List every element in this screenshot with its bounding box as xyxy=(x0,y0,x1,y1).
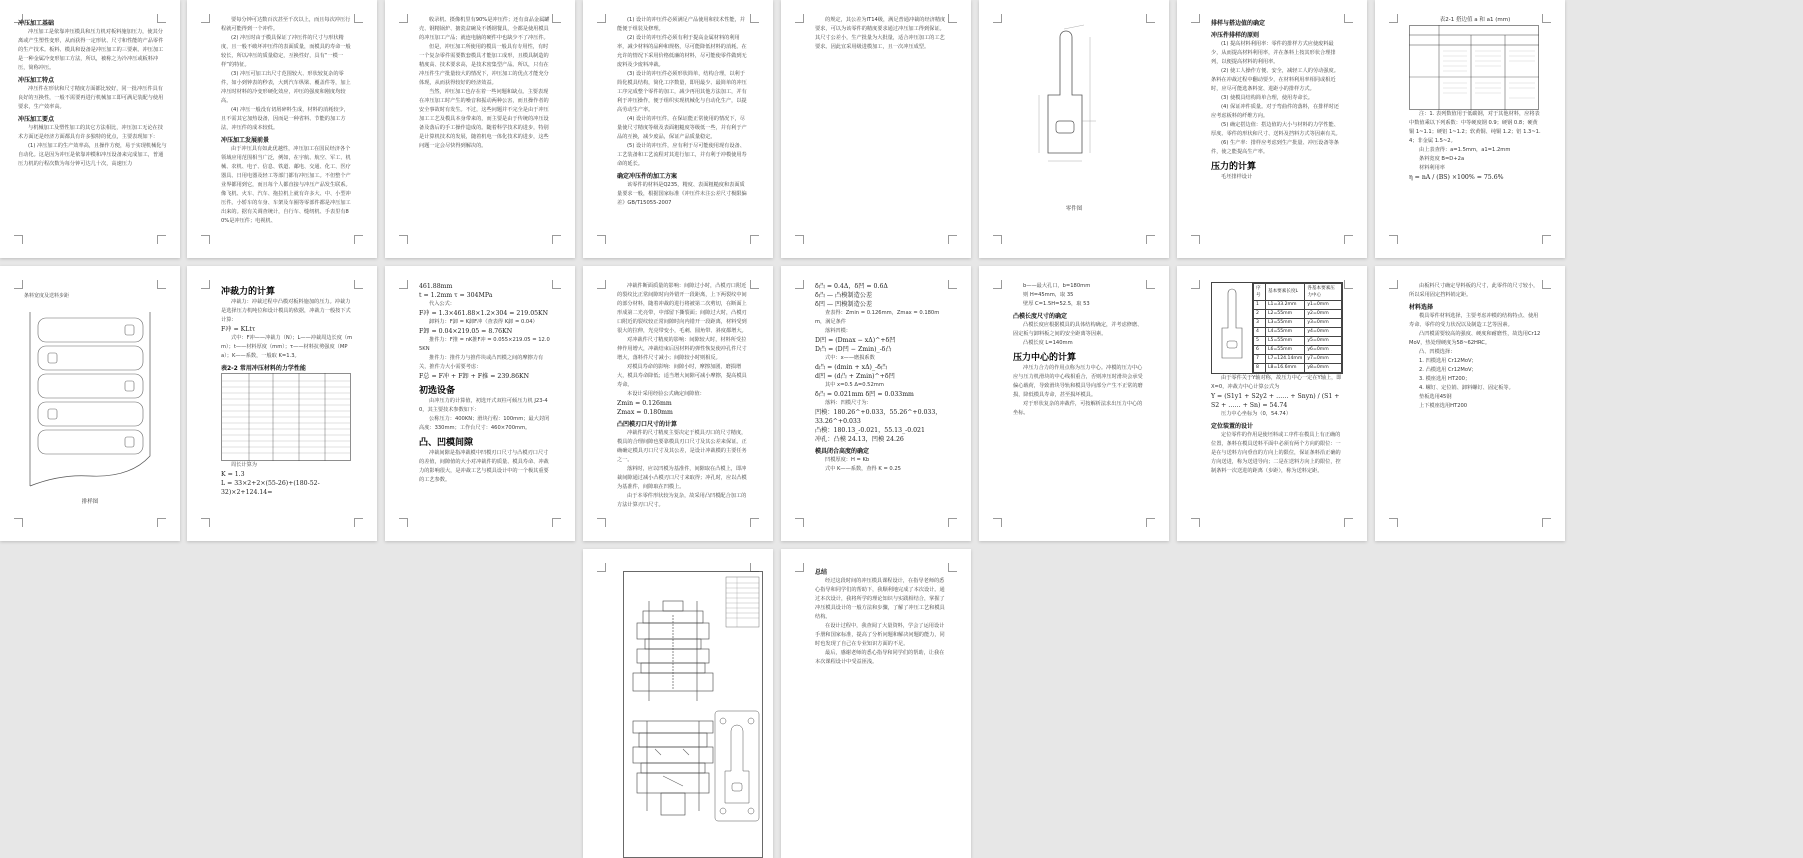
table-cell: y3=0mm xyxy=(1305,318,1342,327)
crop-mark xyxy=(552,280,561,289)
crop-mark xyxy=(993,235,1002,244)
paragraph: (4) 冲压一般没有切屑碎料生成，材料的消耗较少，且不需其它加热设备，因而是一种省料、节能的加工方法，冲压件的成本较低。 xyxy=(221,107,349,131)
crop-mark xyxy=(14,280,23,289)
paragraph: (3) 设计的冲压件必须形状简单，结构合理，以利于简化模具结构，简化工序数量，即用最少、最简单的冲压工序完成整个零件的加工，减少再用其他方法加工，并有利于冲压操作，便于组织实现机械化与自动化生产，以提高劳动生产率。 xyxy=(617,71,747,113)
paragraph: 推件力：推件力与推件块或凸凹模之间的摩擦力有关，推件力大小需要考虑： xyxy=(419,355,544,370)
crop-mark xyxy=(750,14,759,23)
table-row xyxy=(1254,309,1342,318)
crop-mark xyxy=(552,14,561,23)
paragraph: 定位零件的作用是使坯料或工序件在模具上有正确的位置，条料在模具送料平面中必须有两个方向的限位：一是在与送料方向垂直的方向上的限位，保证条料沿正确的方向送进，称为送进导向；二是在送料方向上的限位，控制条料一次送进的距离（步距），称为送料定距。 xyxy=(1211,432,1341,474)
crop-mark xyxy=(1344,235,1353,244)
paragraph: 材料利用率 xyxy=(1419,165,1445,171)
crop-mark xyxy=(399,14,408,23)
table-row xyxy=(1254,284,1342,301)
crop-mark xyxy=(1542,14,1551,23)
formula-line: δ凸 = 0.4Δ，δ凹 = 0.6Δ xyxy=(815,283,888,290)
page-text xyxy=(221,16,353,234)
paragraph: 凹模厚度：H = Kb xyxy=(825,457,870,463)
page-text xyxy=(1409,16,1541,234)
crop-mark xyxy=(201,518,210,527)
page-text xyxy=(419,282,551,517)
formula-line: δ凸 = 0.021mm δ凹 = 0.033mm xyxy=(815,391,914,398)
section-heading: 凸模长度尺寸的确定 xyxy=(1013,313,1068,320)
paragraph: 3. 模座选用 HT200； xyxy=(1419,376,1471,382)
paragraph: 落料：凹模尺寸为： xyxy=(825,400,872,406)
crop-mark xyxy=(1389,14,1398,23)
page-text xyxy=(419,16,551,234)
page-text xyxy=(1409,282,1541,517)
table-cell: 3 xyxy=(1254,318,1266,327)
table-cell: 7 xyxy=(1254,354,1266,363)
paragraph: 冲压力合力的作用点称为压力中心。冲模的压力中心应与压力机滑块的中心线相重合，否则冲压时滑块会承受偏心载荷，导致滑块导轨和模具导向部分产生不正常的磨损，降低模具寿命，甚至损坏模具。 xyxy=(1013,365,1143,398)
paragraph: 经过这段时间的冲压模具课程设计，在指导老师的悉心指导和同学们的帮助下，我顺利地完成了本次设计。通过本次设计，我将所学的理论知识与实践相结合，掌握了冲压模具设计的一般方法和步骤，了解了冲压工艺和模具结构。 xyxy=(815,578,945,620)
paragraph: 模具零件材料选择，主要考虑冲模的结构特点、使用寿命、零件的受力状况以及制造工艺等因素。 xyxy=(1409,313,1539,328)
section-heading: 冲压件排样的原则 xyxy=(1211,32,1260,39)
table-row xyxy=(1254,318,1342,327)
table-cell: y4=0mm xyxy=(1305,327,1342,336)
paragraph: 冲裁间隙是指冲裁模中凹模刃口尺寸与凸模刃口尺寸的差值，间隙值的大小对冲裁件的质量、模具寿命、冲裁力的影响很大，是冲裁工艺与模具设计中的一个极其重要的工艺参数。 xyxy=(419,450,549,483)
document-page-9[interactable] xyxy=(0,266,180,541)
crop-mark xyxy=(993,14,1002,23)
section-heading: 排样与搭边值的确定 xyxy=(1211,20,1266,27)
paragraph: 冲压件在形状和尺寸精度方面都比较好，同一批冲压件具有良好的互换性，一般不需要再进行机械加工即可满足装配与使用要求，生产效率高。 xyxy=(18,86,164,110)
paragraph: (1) 冲压加工的生产效率高，且操作方便，易于实现机械化与自动化。这是因为冲压是依靠冲模和冲压设备来完成加工，普通压力机的行程次数为每分钟可达几十次，高速压力 xyxy=(18,143,167,167)
document-page-15[interactable] xyxy=(1177,266,1367,541)
document-page-10[interactable] xyxy=(187,266,377,541)
paragraph: 对模具寿命的影响：间隙小时，摩擦加剧，磨损增大，模具寿命降低；适当增大间隙可减小摩擦，提高模具寿命。 xyxy=(617,364,747,388)
section-heading: 材料选择 xyxy=(1409,304,1434,311)
document-page-13[interactable] xyxy=(781,266,971,541)
paragraph: (3) 使模具结构简单合理，使用寿命长。 xyxy=(1221,95,1313,101)
formula-line: η = nA / (BS) ×100% = 75.6% xyxy=(1409,174,1504,181)
document-page-14[interactable] xyxy=(979,266,1169,541)
crop-mark xyxy=(201,14,210,23)
table-cell: 8 xyxy=(1254,363,1266,372)
crop-mark xyxy=(795,280,804,289)
page-text xyxy=(815,16,947,234)
crop-mark xyxy=(201,235,210,244)
formula-line: 461.88mm xyxy=(419,283,453,290)
crop-mark xyxy=(795,235,804,244)
formula-line: F总 = F冲 + F卸 + F推 = 239.86KN xyxy=(419,373,530,380)
formula-line: δ凹 — 凹模制造公差 xyxy=(815,301,873,308)
document-page-1[interactable] xyxy=(0,0,180,258)
formula-line: Y = (S1y1 + S2y2 + …… + Snyn) / (S1 + S2 + …… + Sn) = 54.74 xyxy=(1211,393,1340,409)
crop-mark xyxy=(750,280,759,289)
table-row xyxy=(1254,345,1342,354)
paragraph: 与机械加工及塑性加工的其它方法相比，冲压加工无论在技术方面还是经济方面都具有许多独特的优点，主要表现如下： xyxy=(18,125,163,140)
table-row xyxy=(1254,336,1342,345)
crop-mark xyxy=(1542,518,1551,527)
table-cell: 6 xyxy=(1254,345,1266,354)
material-properties-table xyxy=(221,373,353,461)
paragraph: 2. 凸模选用 Cr12MoV； xyxy=(1419,367,1477,373)
paragraph: 冲裁力：冲裁过程中凸模对板料施加的压力。冲裁力是选择压力机吨位和设计模具的依据，冲裁力一般按下式计算： xyxy=(221,299,351,323)
layout-note: 条料宽度及送料步距 xyxy=(24,293,70,299)
formula-line: K = 1.3 xyxy=(221,471,245,478)
crop-mark xyxy=(1542,235,1551,244)
paragraph: 该零件的材料是Q235，精度、表面粗糙度和表面质量要求一般，根据国家标准《冲压件未注公差尺寸极限偏差》GB/T15055-2007 xyxy=(617,182,747,206)
paragraph: (4) 保证冲件质量。对于弯曲件的落料，在排样时还应考虑板料的纤维方向。 xyxy=(1211,104,1339,119)
paragraph: 注：1. 表列数值用于低碳钢，对于其他材料，应将表中数值乘以下列系数：中等硬度钢 0.9；硬钢 0.8；硬黄铜 1~1.1；硬铝 1~1.2；软黄铜、纯铜 1.2；铝 1.3~1.4；非金属 1.5~2。 xyxy=(1409,111,1541,144)
crop-mark xyxy=(14,235,23,244)
crop-mark xyxy=(597,235,606,244)
section-heading: 冲压加工基础 xyxy=(18,20,55,27)
pressure-center-table xyxy=(1211,282,1343,374)
section-heading: 冲压加工特点 xyxy=(18,77,55,84)
crop-mark xyxy=(1344,14,1353,23)
page-text xyxy=(617,282,749,517)
crop-mark xyxy=(399,280,408,289)
table-cell: L7=124.14mm xyxy=(1265,354,1304,363)
crop-mark xyxy=(597,280,606,289)
formula-line: F卸 = 0.04×219.05 = 8.76KN xyxy=(419,328,513,335)
crop-mark xyxy=(399,518,408,527)
crop-mark xyxy=(1146,235,1155,244)
table-cell: y2=0mm xyxy=(1305,309,1342,318)
crop-mark xyxy=(1191,280,1200,289)
paragraph: 推件力：F推 = nK推F冲 = 0.055×219.05 = 12.05KN xyxy=(419,337,550,352)
paragraph: 条料宽度 B=D+2a xyxy=(1419,156,1465,162)
document-page-4[interactable] xyxy=(583,0,773,258)
crop-mark xyxy=(1389,280,1398,289)
paragraph: 当然，冲压加工也存在着一些问题和缺点。主要表现在冲压加工时产生的噪音和振动两种公害，而且操作者的安全事故时有发生。不过，这些问题并不完全是由于冲压加工工艺及模具本身带来的，而主要是由于传统的冲压设备及落后的手工操作造成的。随着科学技术的进步，特别是计算机技术的发展，随着机电一体化技术的进步，这些问题一定会尽快得到解决的。 xyxy=(419,89,549,149)
paragraph: (2) 设计的冲压件必须有利于提高金属材料的利用率，减少材料的品种和规格，尽可能降低材料的消耗。在允许的情况下采用价格低廉的材料，尽可能使零件做到无废料及少废料冲裁。 xyxy=(617,35,747,68)
paragraph: 由于本零件形状较为复杂，故采用凸凹模配合加工的方法计算刃口尺寸。 xyxy=(617,493,747,508)
crop-mark xyxy=(157,280,166,289)
crop-mark xyxy=(948,280,957,289)
crop-mark xyxy=(354,235,363,244)
page-text xyxy=(18,16,168,234)
section-heading: 冲压加工要点 xyxy=(18,116,55,123)
table-cell: y8=0mm xyxy=(1305,363,1342,372)
crop-mark xyxy=(1344,280,1353,289)
table-row xyxy=(1254,300,1342,309)
formula-line: 冲孔：凸模 24.13，凹模 24.26 xyxy=(815,436,904,443)
table-caption: 表2-1 搭边值 a 和 a1 (mm) xyxy=(1439,17,1511,23)
crop-mark xyxy=(354,280,363,289)
document-page-5[interactable] xyxy=(781,0,971,258)
paragraph: 落料时，应以凹模为基准件，间隙取在凸模上，即冲裁间隙通过减小凸模刃口尺寸来取得；冲孔时，应以凸模为基准件，间隙取在凹模上。 xyxy=(617,466,747,490)
document-page-7[interactable] xyxy=(1177,0,1367,258)
crop-mark xyxy=(597,518,606,527)
crop-mark xyxy=(157,518,166,527)
table-cell: 4 xyxy=(1254,327,1266,336)
page-text xyxy=(1211,16,1343,234)
paragraph: 对于形状复杂的冲裁件，可按解析法求出压力中心的坐标。 xyxy=(1013,401,1143,416)
paragraph: 冲裁件断面质量的影响：间隙过小时，凸模刃口附近的裂纹比正常间隙时向外错开一段距离，上下两裂纹中间的部分材料，随着冲裁的进行将被第二次剪切，在断面上形成第二光亮带，中部留下撕裂面；间隙过大时，凸模刃口附近的裂纹较正常间隙时向内错开一段距离，材料受到很大的拉伸，光亮带变小，毛刺、圆角带、斜度都增大。 xyxy=(617,283,747,334)
formula-line: 凹模：180.26^+0.033，55.26^+0.033，33.26^+0.033 xyxy=(815,409,942,425)
table-cell: y5=0mm xyxy=(1305,336,1342,345)
paragraph: 凸、凹模选择： xyxy=(1419,349,1456,355)
crop-mark xyxy=(993,518,1002,527)
paragraph: 周长计算为 xyxy=(231,462,257,468)
paragraph: 4. 螺钉、定位销、卸料螺钉、固定板等。 xyxy=(1419,385,1514,391)
section-heading: 确定冲压件的加工方案 xyxy=(617,173,678,180)
paragraph: 式中：x——磨损系数 xyxy=(825,355,875,361)
crop-mark xyxy=(552,235,561,244)
part-sketch xyxy=(1212,283,1253,373)
paragraph: 在设计过程中，我查阅了大量资料，学会了运用设计手册和国家标准，提高了分析问题和解决问题的能力，同时也发现了自己在专业知识方面的不足。 xyxy=(815,623,945,647)
part-drawing xyxy=(1034,25,1114,185)
document-page-6[interactable] xyxy=(979,0,1169,258)
formula-line: F冲 = 1.3×461.88×1.2×304 = 219.05KN xyxy=(419,310,549,317)
paragraph: 由于零件关于Y轴对称，故压力中心一定在Y轴上，即X=0，冲裁力中心计算公式为 xyxy=(1211,375,1342,390)
paragraph: 冲压加工是依靠冲压模具和压力机对板料施加压力，使其分离或产生塑性变形，从而获得一定形状、尺寸和性能的产品零件的生产技术。板料、模具和设备是冲压加工的三要素。冲压加工是一种金属冷变形加工方法，所以，被称之为冷冲压或板料冲压，简称冲压。 xyxy=(18,29,164,71)
crop-mark xyxy=(597,563,606,572)
paragraph: 查表得：Zmin = 0.126mm，Zmax = 0.180mm，满足条件 xyxy=(815,310,940,325)
table-cell: 2 xyxy=(1254,309,1266,318)
paragraph: 卸料力：F卸 = K卸F冲（查表得 K卸 = 0.04） xyxy=(429,319,538,325)
formula-line: F冲 = KLtτ xyxy=(221,326,256,333)
paragraph: 壁厚 C=1.5H=52.5，取 53 xyxy=(1023,301,1090,307)
crop-mark xyxy=(795,518,804,527)
table-cell: y1=0mm xyxy=(1305,300,1342,309)
crop-mark xyxy=(750,235,759,244)
section-heading: 定位装置的设计 xyxy=(1211,423,1254,430)
section-heading: 模具闭合高度的确定 xyxy=(815,448,870,455)
crop-mark xyxy=(399,235,408,244)
crop-mark xyxy=(1191,14,1200,23)
table-cell: y7=0mm xyxy=(1305,354,1342,363)
paragraph: (5) 设计的冲压件，应有利于尽可能使用现有设备、工艺装备和工艺流程对其进行加工，并有利于冲模使用寿命的延长。 xyxy=(617,143,747,167)
paragraph: 由于冲压具有如此优越性，冲压加工在国民经济各个领域应用范围相当广泛，例如，在宇航、航空、军工、机械、农机、电子、信息、铁道、邮电、交通、化工、医疗器具、日用电器及轻工等部门都有冲压加工。不但整个产业界都用到它，而且每个人都直接与冲压产品发生联系。像飞机、火车、汽车、拖拉机上就有许多大、中、小型冲压件。小轿车的车身、车架及车圈等零部件都是冲压加工出来的。据有关调查统计，自行车、缝纫机、手表里有80%是冲压件；电视机、 xyxy=(221,146,351,224)
crop-mark xyxy=(795,14,804,23)
section-heading: 压力的计算 xyxy=(1211,162,1257,172)
paragraph: 凸凹模需要较高的强度、硬度和耐磨性，故选用Cr12MoV，热处理硬度为58~62HRC。 xyxy=(1409,331,1541,346)
table-cell: L5=55mm xyxy=(1265,336,1304,345)
paragraph: 压力中心坐标为（0，54.74） xyxy=(1221,411,1292,417)
formula-line: 凸模：180.13_-0.021，55.13_-0.021 xyxy=(815,427,925,434)
section-heading: 总结 xyxy=(815,569,828,576)
crop-mark xyxy=(354,14,363,23)
paragraph: (4) 设计的冲压件，在保证能正常使用的情况下，尽量使尺寸精度等级及表面粗糙度等级低一些，并有利于产品的互换，减少废品，保证产品质量稳定。 xyxy=(617,116,747,140)
paragraph: 其中 x=0.5 Δ=0.52mm xyxy=(825,382,884,388)
paragraph: 的规定，其公差为IT14级，满足普通冲裁的经济精度要求，可以为该零件的精度要求通过冲压加工得到保证。其尺寸公差小，生产批量为大批量，适合冲压加工的工艺要求。因此宜采用级进模加工，且一次冲压成型。 xyxy=(815,17,946,50)
crop-mark xyxy=(948,235,957,244)
table-row xyxy=(1254,363,1342,372)
document-page-17[interactable] xyxy=(583,549,773,858)
paragraph: 由板料尺寸确定导料板的尺寸，此零件的尺寸较小，所以采用固定挡料销定距。 xyxy=(1409,283,1539,298)
formula-line: Zmin = 0.126mm xyxy=(617,400,672,407)
paragraph: 式中：F冲——冲裁力（N）；L——冲裁周边长度（mm）；t——材料厚度（mm）；τ——材料抗剪强度（MPa）；K——系数，一般取 K=1.3。 xyxy=(221,335,353,359)
document-page-16[interactable] xyxy=(1375,266,1565,541)
paragraph: 公称压力：400KN；滑块行程：100mm；最大封闭高度：330mm；工作台尺寸：460×700mm。 xyxy=(419,416,550,431)
crop-mark xyxy=(354,518,363,527)
paragraph: 最后，感谢老师的悉心指导和同学们的帮助，让我在本次课程设计中受益匪浅。 xyxy=(815,650,945,665)
crop-mark xyxy=(795,563,804,572)
page-text xyxy=(1013,282,1145,517)
formula-line: t = 1.2mm τ = 304MPa xyxy=(419,292,493,299)
paragraph: (1) 设计的冲压件必须满足产品使用和技术性能，并能便于组装及修理。 xyxy=(617,17,745,32)
element-table xyxy=(1253,283,1342,373)
table-cell: L1=33.2mm xyxy=(1265,300,1304,309)
paragraph: 本设计采用经验公式确定间隙值： xyxy=(627,391,705,397)
table-cell: L8=16.6mm xyxy=(1265,363,1304,372)
section-heading: 初选设备 xyxy=(419,386,456,396)
figure-caption: 排样图 xyxy=(81,499,99,505)
crop-mark xyxy=(1146,14,1155,23)
table-row xyxy=(1254,327,1342,336)
table-cell: 各基本要素压力中心 xyxy=(1305,284,1342,301)
paragraph: 对冲裁件尺寸精度的影响：间隙较大时，材料所受拉伸作用增大，冲裁结束后因材料的弹性恢复使冲孔件尺寸增大，落料件尺寸减小；间隙较小时则相反。 xyxy=(617,337,747,361)
paragraph: 毛坯排样设计 xyxy=(1221,174,1253,180)
crop-mark xyxy=(201,280,210,289)
table-cell: y6=0mm xyxy=(1305,345,1342,354)
paragraph xyxy=(419,151,551,271)
table-cell: 1 xyxy=(1254,300,1266,309)
page-text xyxy=(815,565,947,834)
document-page-18[interactable] xyxy=(781,549,971,858)
section-heading: 表2-2 常用冲压材料的力学性能 xyxy=(221,365,306,372)
crop-mark xyxy=(1146,280,1155,289)
section-heading: 冲裁力的计算 xyxy=(221,287,276,297)
crop-mark xyxy=(993,280,1002,289)
paragraph: (5) 确定搭边值：搭边值的大小与材料的力学性能、厚度、零件的形状和尺寸、送料及挡料方式等因素有关。 xyxy=(1211,122,1341,137)
crop-mark xyxy=(1191,518,1200,527)
crop-mark xyxy=(552,518,561,527)
table-cell: 5 xyxy=(1254,336,1266,345)
paragraph: 凸模长度 L=140mm xyxy=(1023,340,1073,346)
crop-mark xyxy=(948,14,957,23)
table-cell: L2=55mm xyxy=(1265,309,1304,318)
crop-mark xyxy=(948,563,957,572)
document-page-11[interactable] xyxy=(385,266,575,541)
paragraph: 冲裁件的尺寸精度主要决定于模具刃口的尺寸精度，模具的合理间隙也要靠模具刃口尺寸及其公差来保证。正确确定模具刃口尺寸及其公差，是设计冲裁模的主要任务之一。 xyxy=(617,430,747,463)
crop-mark xyxy=(750,518,759,527)
crop-mark xyxy=(1542,280,1551,289)
die-assembly-drawing xyxy=(623,571,763,858)
paragraph: 收录机、摄像机里有90%是冲压件；还有食品金属罐壳、钢精锅炉、搪瓷盆碗及不锈钢餐具，全都是使用模具的冲压加工产品；就连电脑的硬件中也缺少不了冲压件。 xyxy=(419,17,550,41)
paragraph: 由冲压力的计算值，初选开式双柱可倾压力机 J23-40，其主要技术参数如下： xyxy=(419,398,548,413)
crop-mark xyxy=(14,518,23,527)
crop-mark xyxy=(157,235,166,244)
paragraph: (2) 冲压时由于模具保证了冲压件的尺寸与形状精度，且一般不破坏冲压件的表面质量，而模具的寿命一般较长，所以冲压的质量稳定，互换性好，具有“一模一样”的特征。 xyxy=(221,35,351,68)
paragraph: 代入公式： xyxy=(429,301,455,307)
crop-mark xyxy=(948,518,957,527)
crop-mark xyxy=(1146,518,1155,527)
formula-line: D凹 = (Dmax − xΔ)^+δ凹 xyxy=(815,337,896,344)
page-text xyxy=(1211,282,1343,517)
table-cell: L4=55mm xyxy=(1265,327,1304,336)
document-page-12[interactable] xyxy=(583,266,773,541)
formula-line: L = 33×2+2×(55-26)+(180-52-32)×2+124.14= xyxy=(221,480,320,496)
figure-caption: 零件图 xyxy=(1065,206,1083,212)
table-cell: L6=55mm xyxy=(1265,345,1304,354)
paragraph: 但是，冲压加工所使用的模具一般具有专用性，有时一个复杂零件需要数套模具才能加工成形，且模具制造的精度高、技术要求高，是技术密集型产品。所以，只有在冲压件生产批量较大的情况下，冲压加工的优点才能充分体现，从而获得较好的经济效益。 xyxy=(419,44,549,86)
table-row xyxy=(1254,354,1342,363)
table-cell: 序号 xyxy=(1254,284,1266,301)
paragraph: 由上表查得：a=1.5mm，a1=1.2mm xyxy=(1419,147,1511,153)
page-text xyxy=(221,282,353,517)
paragraph: 凸模长度应根据模具的具体结构确定，并考虑修磨、固定板与卸料板之间的安全距离等因素。 xyxy=(1013,322,1143,337)
paragraph: (3) 冲压可加工出尺寸范围较大、形状较复杂的零件，如小到钟表的秒表，大到汽车纵梁、覆盖件等，加上冲压时材料的冷变形硬化效应，冲压的强度和刚度均较高。 xyxy=(221,71,351,104)
crop-mark xyxy=(1344,518,1353,527)
page-text xyxy=(617,16,749,234)
paragraph: 1. 凹模选用 Cr12MoV； xyxy=(1419,358,1477,364)
crop-mark xyxy=(1389,518,1398,527)
section-heading: 冲压加工发展前景 xyxy=(221,137,270,144)
section-heading: 压力中心的计算 xyxy=(1013,353,1077,363)
paragraph: 落料凹模： xyxy=(825,328,851,334)
formula-line: D凸 = (D凹 − Zmin)_-δ凸 xyxy=(815,346,892,353)
section-heading: 凸、凹模间隙 xyxy=(419,438,474,448)
paragraph: 要每分钟可达数百次甚至千次以上，而且每次冲压行程就可能得到一个冲件。 xyxy=(221,17,351,32)
paragraph: (6) 生产率：排样应考虑到生产批量、冲压设备等条件，使之能提高生产率。 xyxy=(1211,140,1339,155)
document-page-8[interactable] xyxy=(1375,0,1565,258)
paragraph: (1) 提高材料利用率：零件的排样方式应使废料最少，从而提高材料利用率，并在条料上按其形状合理排列，以便提高材料的利用率。 xyxy=(1211,41,1336,65)
margin-value-table xyxy=(1409,25,1539,110)
strip-layout-drawing xyxy=(20,306,160,496)
paragraph: 则 H=45mm，取 35 xyxy=(1023,292,1074,298)
paragraph: 上下模座选用HT200 xyxy=(1419,403,1468,409)
paragraph: b——最大孔口，b=180mm xyxy=(1023,283,1091,289)
formula-line: Zmax = 0.180mm xyxy=(617,409,673,416)
section-heading: 凸凹模刃口尺寸的计算 xyxy=(617,421,678,428)
crop-mark xyxy=(1389,235,1398,244)
table-cell: 基本要素长度L xyxy=(1265,284,1304,301)
formula-line: d凸 = (dmin + xΔ)_-δ凸 xyxy=(815,364,888,371)
formula-line: δ凸 — 凸模制造公差 xyxy=(815,292,873,299)
document-page-3[interactable] xyxy=(385,0,575,258)
paragraph: (2) 使工人操作方便、安全，减轻工人的劳动强度。条料在冲裁过程中翻动要少，在材料利用率相同或相近时，应尽可能选条料宽、进距小的排样方式。 xyxy=(1211,68,1339,92)
formula-line: d凹 = (d凸 + Zmin)^+δ凹 xyxy=(815,373,895,380)
paragraph: 垫板选用45钢 xyxy=(1419,394,1452,400)
paragraph: 式中 K——系数，查得 K = 0.25 xyxy=(825,466,901,472)
page-text xyxy=(815,282,947,517)
crop-mark xyxy=(1191,235,1200,244)
document-page-2[interactable] xyxy=(187,0,377,258)
crop-mark xyxy=(597,14,606,23)
table-cell: L3=55mm xyxy=(1265,318,1304,327)
